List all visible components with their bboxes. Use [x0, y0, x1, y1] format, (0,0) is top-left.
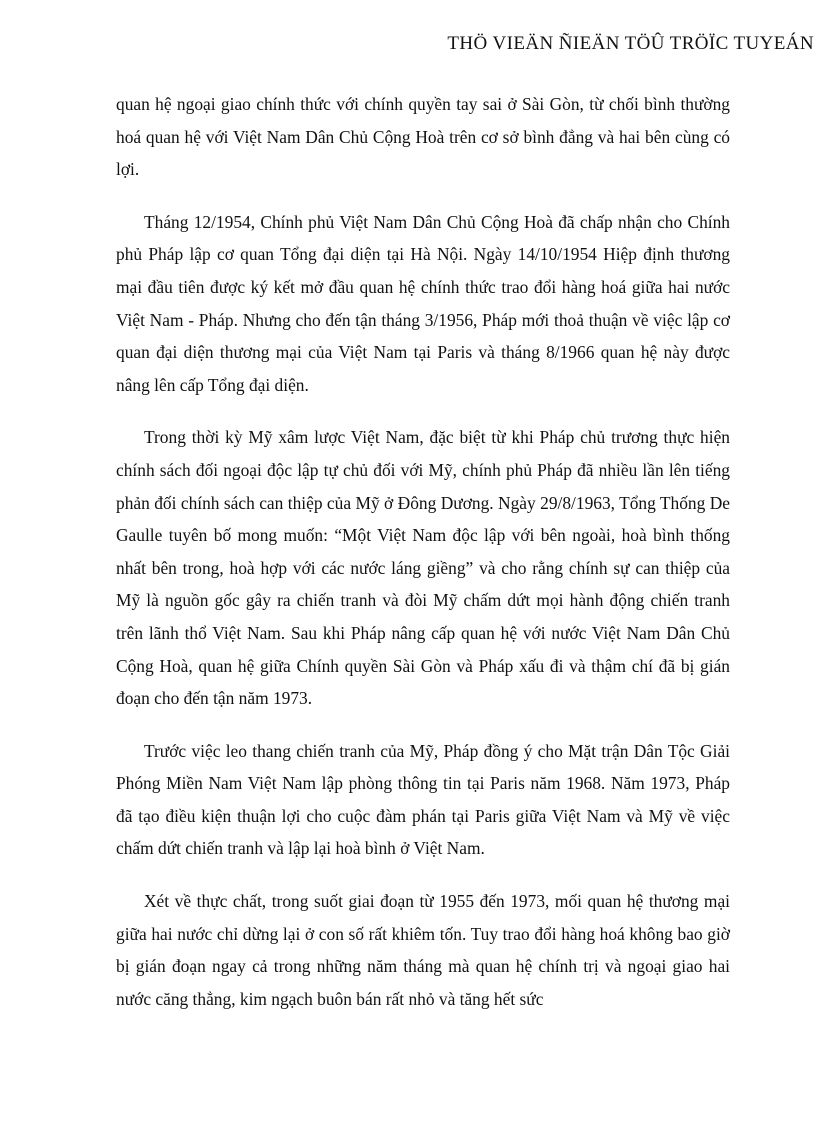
- paragraph-dec-1954: Tháng 12/1954, Chính phủ Việt Nam Dân Chủ Cộng Hoà đã chấp nhận cho Chính phủ Pháp lập cơ quan Tổng đại diện tại Hà Nội. Ngày 14/10/1954 Hiệp định thương mại đầu tiên được ký kết mở đầu quan hệ chính thức trao đổi hàng hoá giữa hai nước Việt Nam - Pháp. Nhưng cho đến tận tháng 3/1956, Pháp mới thoả thuận về việc lập cơ quan đại diện thương mại của Việt Nam tại Paris và tháng 8/1966 quan hệ này được nâng lên cấp Tổng đại diện.: [116, 211, 730, 395]
- paragraph-escalation: Trước việc leo thang chiến tranh của Mỹ, Pháp đồng ý cho Mặt trận Dân Tộc Giải Phóng Miền Nam Việt Nam lập phòng thông tin tại Paris năm 1968. Năm 1973, Pháp đã tạo điều kiện thuận lợi cho cuộc đàm phán tại Paris giữa Việt Nam và Mỹ về việc chấm dứt chiến tranh và lập lại hoà bình ở Việt Nam.: [116, 740, 730, 859]
- paragraph-trade-summary: Xét về thực chất, trong suốt giai đoạn từ 1955 đến 1973, mối quan hệ thương mại giữa hai nước chỉ dừng lại ở con số rất khiêm tốn. Tuy trao đổi hàng hoá không bao giờ bị gián đoạn ngay cả trong những năm tháng mà quan hệ chính trị và ngoại giao hai nước căng thẳng, kim ngạch buôn bán rất nhỏ và tăng hết sức: [116, 891, 730, 1009]
- document-body: [116, 88, 730, 1035]
- paragraph-continued: quan hệ ngoại giao chính thức với chính quyền tay sai ở Sài Gòn, từ chối bình thường hoá quan hệ với Việt Nam Dân Chủ Cộng Hoà trên cơ sở bình đẳng và hai bên cùng có lợi.: [116, 94, 730, 180]
- page-header: THÖ VIEÄN ÑIEÄN TÖÛ TRÖÏC TUYEÁN: [447, 33, 814, 54]
- paragraph-us-war-period: Trong thời kỳ Mỹ xâm lược Việt Nam, đặc biệt từ khi Pháp chủ trương thực hiện chính sách đối ngoại độc lập tự chủ đối với Mỹ, chính phủ Pháp đã nhiều lần lên tiếng phản đối chính sách can thiệp của Mỹ ở Đông Dương. Ngày 29/8/1963, Tổng Thống De Gaulle tuyên bố mong muốn: “Một Việt Nam độc lập với bên ngoài, hoà bình thống nhất bên trong, hoà hợp với các nước láng giềng” và cho rằng chính sự can thiệp của Mỹ là nguồn gốc gây ra chiến tranh và đòi Mỹ chấm dứt mọi hành động chiến tranh trên lãnh thổ Việt Nam. Sau khi Pháp nâng cấp quan hệ với nước Việt Nam Dân Chủ Cộng Hoà, quan hệ giữa Chính quyền Sài Gòn và Pháp xấu đi và thậm chí đã bị gián đoạn cho đến tận năm 1973.: [116, 427, 730, 709]
